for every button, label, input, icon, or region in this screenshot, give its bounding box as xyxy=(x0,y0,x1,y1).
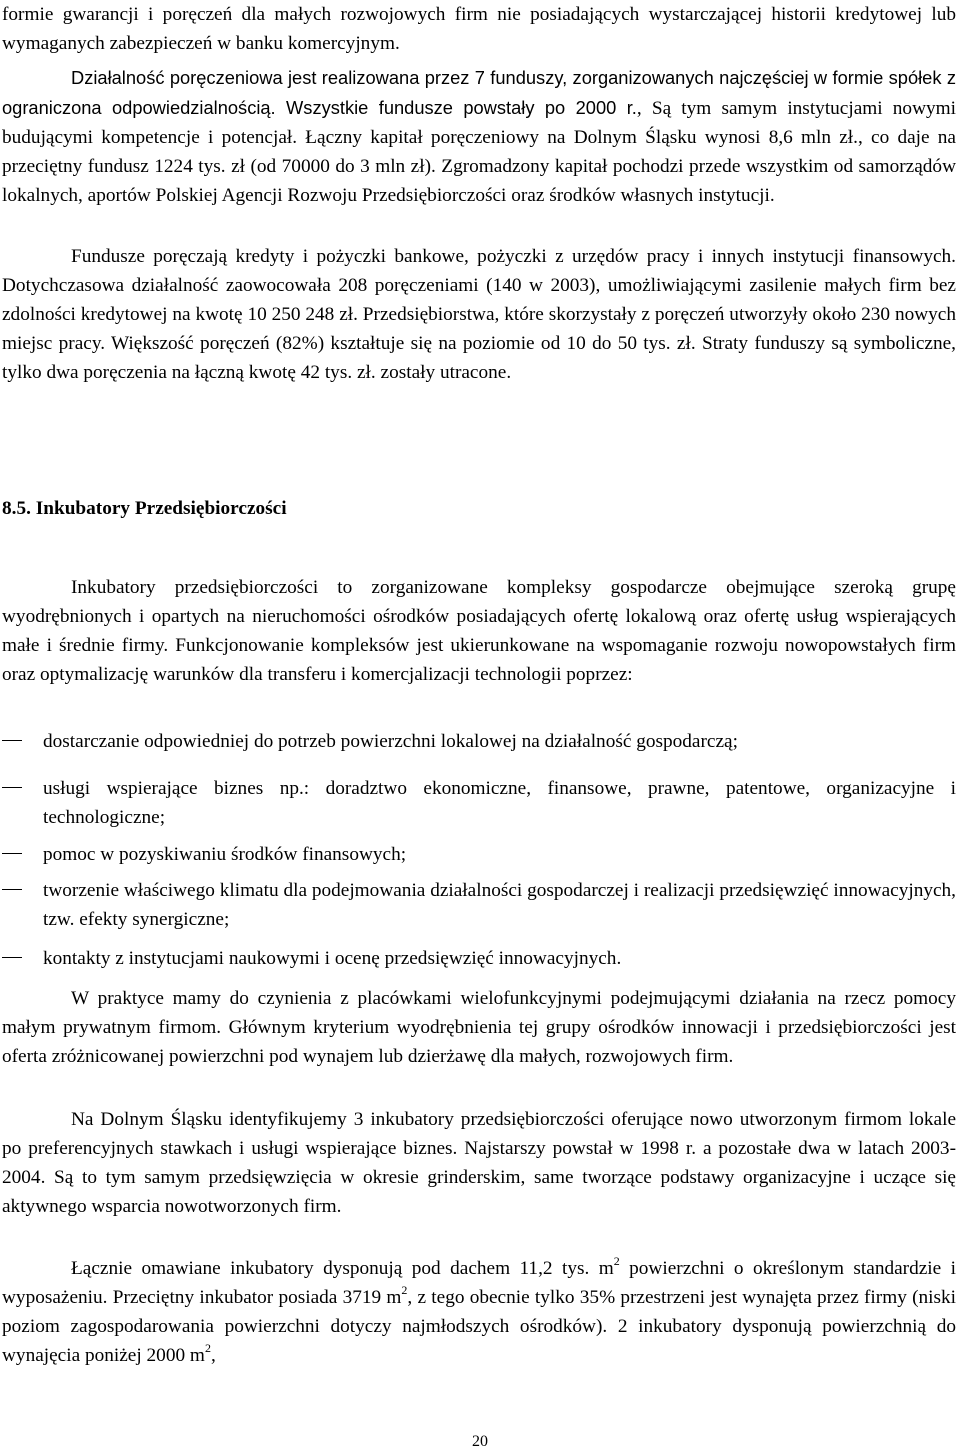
paragraph-guarantee-funds xyxy=(2,63,956,210)
paragraph-guarantees-intro: formie gwarancji i poręczeń dla małych rozwojowych firm nie posiadających wystarczającej historii kredytowej lub wymaganych zabezpieczeń w banku komercyjnym. xyxy=(2,4,956,54)
list-item: usługi wspierające biznes np.: doradztwo ekonomiczne, finansowe, prawne, patentowe, organizacyjne i technologiczne; xyxy=(43,778,956,828)
paragraph-lower-silesia: Na Dolnym Śląsku identyfikujemy 3 inkubatory przedsiębiorczości oferujące nowo utworzonym firmom lokale po preferencyjnych stawkach i usługi wspierające biznes. Najstarszy powstał w 1998 r. a pozostałe dwa w latach 2003-2004. Są to tym samym przedsięwzięcia w okresie grinderskim, same tworzące podstawy organizacyjne i uczące się aktywnego wsparcia nowotworzonych firm. xyxy=(2,1109,956,1217)
space-text-c: , z tego obecnie tylko 35% przestrzeni jest wynajęta przez firmy (niski poziom zagospodarowania powierzchni dotyczy najmłodszych ośrodków). 2 inkubatory dysponują powierzchnią do wynajęcia poniżej 2000 m xyxy=(2,1287,957,1366)
page-number: 20 xyxy=(472,1433,488,1450)
list-item: dostarczanie odpowiedniej do potrzeb powierzchni lokalowej na działalność gospodarczą; xyxy=(43,731,738,752)
paragraph-guarantee-funds-rest: , Są tym samym instytucjami nowymi budującymi kompetencje i potencjał. Łączny kapitał poręczeniowy na Dolnym Śląsku wynosi 8,6 mln zł., co daje na przeciętny fundusz 1224 tys. zł (od 70000 do 3 mln zł). Zgromadzony kapitał pochodzi przede wszystkim od samorządów lokalnych, aportów Polskiej Agencji Rozwoju Przedsiębiorczości oraz środków własnych instytucji. xyxy=(2,98,956,206)
paragraph-guarantee-activity: Fundusze poręczają kredyty i pożyczki bankowe, pożyczki z urzędów pracy i innych instytucji finansowych. Dotychczasowa działalność zaowocowała 208 poręczeniami (140 w 2003), umożliwiającymi zasilenie małych firm bez zdolności kredytowej na kwotę 10 250 248 zł. Przedsiębiorstwa, które skorzystały z poręczeń utworzyły około 230 nowych miejsc pracy. Większość poręczeń (82%) kształtuje się na poziomie od 10 do 50 tys. zł. Straty funduszy są symboliczne, tylko dwa poręczenia na łączną kwotę 42 tys. zł. zostały utracone. xyxy=(2,246,956,383)
list-item: kontakty z instytucjami naukowymi i ocenę przedsięwzięć innowacyjnych. xyxy=(43,948,622,969)
section-heading: 8.5. Inkubatory Przedsiębiorczości xyxy=(2,498,287,519)
dash-icon xyxy=(2,787,22,788)
paragraph-incubator-space xyxy=(2,1254,956,1370)
space-text-a: Łącznie omawiane inkubatory dysponują pod dachem 11,2 tys. m xyxy=(71,1258,614,1279)
dash-icon xyxy=(2,889,22,890)
list-item: pomoc w pozyskiwaniu środków finansowych; xyxy=(43,844,407,865)
paragraph-multifunction: W praktyce mamy do czynienia z placówkami wielofunkcyjnymi podejmującymi działania na rzecz pomocy małym prywatnym firmom. Głównym kryterium wyodrębnienia tej grupy ośrodków innowacji i przedsiębiorczości jest oferta zróżnicowanej powierzchni pod wynajem lub dzierżawę dla małych, rozwojowych firm. xyxy=(2,988,956,1067)
superscript-2: 2 xyxy=(401,1282,408,1297)
space-text-b: powierzchni o określonym standardzie i wyposażeniu. Przeciętny inkubator posiada 3719 m xyxy=(2,1258,956,1308)
dash-icon xyxy=(2,853,22,854)
superscript-2: 2 xyxy=(613,1253,620,1268)
dash-icon xyxy=(2,740,22,741)
paragraph-incubators-definition: Inkubatory przedsiębiorczości to zorganizowane kompleksy gospodarcze obejmujące szeroką grupę wyodrębnionych i opartych na nieruchomości ośrodków posiadających ofertę lokalową oraz ofertę usług wspierających małe i średnie firmy. Funkcjonowanie kompleksów jest ukierunkowane na wspomaganie rozwoju nowopowstałych firm oraz optymalizację warunków dla transferu i komercjalizacji technologii poprzez: xyxy=(2,577,956,685)
superscript-2: 2 xyxy=(204,1340,211,1355)
space-text-d: , xyxy=(210,1345,216,1366)
list-item: tworzenie właściwego klimatu dla podejmowania działalności gospodarczej i realizacji przedsięwzięć innowacyjnych, tzw. efekty synergiczne; xyxy=(43,880,956,930)
dash-icon xyxy=(2,957,22,958)
paragraph-guarantee-funds-sans: Działalność poręczeniowa jest realizowana przez 7 funduszy, zorganizowanych najczęściej w formie spółek z ograniczona odpowiedzialnością. Wszystkie fundusze powstały po 2000 r. xyxy=(2,67,956,118)
